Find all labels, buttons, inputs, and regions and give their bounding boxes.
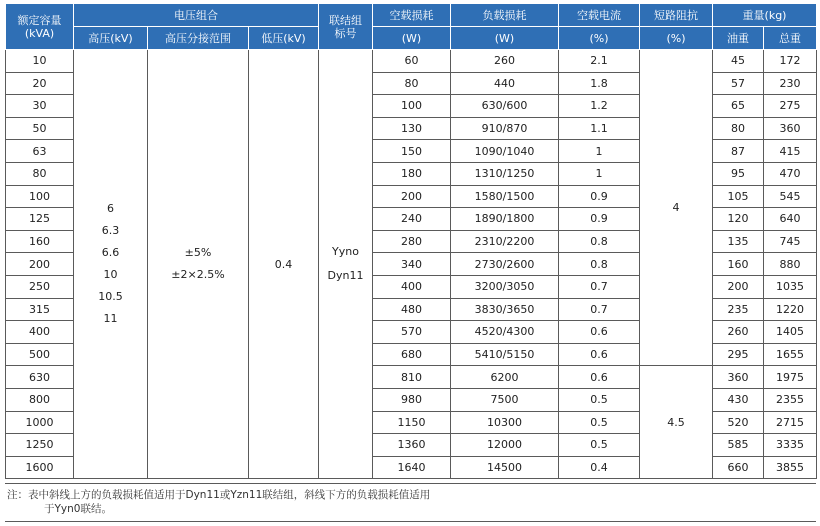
header-noload-loss: 空载损耗: [373, 4, 451, 27]
cell-noload-current: 2.1: [559, 50, 640, 73]
table-body: [6, 50, 817, 479]
cell-total-weight: 880: [764, 253, 817, 276]
cell-noload-loss: 480: [373, 298, 451, 321]
cell-total-weight: 2355: [764, 388, 817, 411]
cell-capacity: 1600: [6, 456, 74, 479]
bottom-divider: [5, 521, 816, 522]
cell-load-loss: 7500: [451, 388, 559, 411]
cell-capacity: 100: [6, 185, 74, 208]
cell-noload-current: 1: [559, 140, 640, 163]
cell-capacity: 160: [6, 230, 74, 253]
cell-impedance: 4: [640, 50, 713, 366]
cell-load-loss: 2730/2600: [451, 253, 559, 276]
footnote: [7, 488, 807, 516]
cell-capacity: 400: [6, 321, 74, 344]
cell-total-weight: 360: [764, 117, 817, 140]
cell-load-loss: 910/870: [451, 117, 559, 140]
cell-oil-weight: 360: [713, 366, 764, 389]
cell-noload-loss: 240: [373, 208, 451, 231]
cell-oil-weight: 160: [713, 253, 764, 276]
hv-value: 6.6: [101, 246, 120, 260]
cell-noload-loss: 130: [373, 117, 451, 140]
cell-load-loss: 3200/3050: [451, 275, 559, 298]
hv-value: 10.5: [98, 290, 123, 304]
header-hv: 高压(kV): [74, 27, 148, 50]
cell-load-loss: 2310/2200: [451, 230, 559, 253]
cell-oil-weight: 135: [713, 230, 764, 253]
cell-capacity: 30: [6, 95, 74, 118]
cell-capacity: 20: [6, 72, 74, 95]
footnote-line-2: 于Yyn0联结。: [44, 503, 112, 515]
cell-total-weight: 275: [764, 95, 817, 118]
cell-capacity: 10: [6, 50, 74, 73]
cell-noload-loss: 60: [373, 50, 451, 73]
cell-total-weight: 3855: [764, 456, 817, 479]
header-load-loss-unit: (W): [451, 27, 559, 50]
header-impedance: 短路阻抗: [640, 4, 713, 27]
cell-capacity: 1250: [6, 434, 74, 457]
cell-vector-groups: [319, 50, 373, 479]
cell-oil-weight: 295: [713, 343, 764, 366]
cell-capacity: 125: [6, 208, 74, 231]
cell-load-loss: 260: [451, 50, 559, 73]
table-row: [6, 50, 817, 73]
cell-oil-weight: 87: [713, 140, 764, 163]
cell-load-loss: 14500: [451, 456, 559, 479]
cell-capacity: 63: [6, 140, 74, 163]
footnote-line-1: 注：表中斜线上方的负载损耗值适用于Dyn11或Yzn11联结组，斜线下方的负载损耗值适用: [7, 489, 431, 501]
cell-oil-weight: 660: [713, 456, 764, 479]
cell-load-loss: 10300: [451, 411, 559, 434]
header-tap-range: 高压分接范围: [148, 27, 249, 50]
cell-capacity: 800: [6, 388, 74, 411]
cell-noload-loss: 100: [373, 95, 451, 118]
cell-oil-weight: 120: [713, 208, 764, 231]
cell-total-weight: 230: [764, 72, 817, 95]
cell-lv-value: 0.4: [249, 50, 319, 479]
cell-total-weight: 545: [764, 185, 817, 208]
cell-oil-weight: 235: [713, 298, 764, 321]
tap-value: ±2×2.5%: [171, 268, 225, 282]
header-voltage-group: 电压组合: [74, 4, 319, 27]
cell-noload-loss: 570: [373, 321, 451, 344]
cell-noload-loss: 150: [373, 140, 451, 163]
cell-noload-loss: 1640: [373, 456, 451, 479]
cell-total-weight: 745: [764, 230, 817, 253]
cell-noload-loss: 80: [373, 72, 451, 95]
cell-load-loss: 4520/4300: [451, 321, 559, 344]
cell-load-loss: 6200: [451, 366, 559, 389]
cell-load-loss: 1580/1500: [451, 185, 559, 208]
cell-oil-weight: 57: [713, 72, 764, 95]
cell-noload-current: 0.8: [559, 253, 640, 276]
cell-load-loss: 12000: [451, 434, 559, 457]
cell-capacity: 200: [6, 253, 74, 276]
cell-total-weight: 1405: [764, 321, 817, 344]
cell-load-loss: 1890/1800: [451, 208, 559, 231]
cell-noload-current: 0.8: [559, 230, 640, 253]
cell-oil-weight: 585: [713, 434, 764, 457]
vector-group-value: Dyn11: [327, 269, 364, 283]
cell-tap-range: [148, 50, 249, 479]
header-noload-loss-unit: (W): [373, 27, 451, 50]
cell-capacity: 630: [6, 366, 74, 389]
header-total-weight: 总重: [764, 27, 817, 50]
cell-noload-current: 0.6: [559, 343, 640, 366]
cell-total-weight: 172: [764, 50, 817, 73]
cell-total-weight: 1975: [764, 366, 817, 389]
cell-noload-loss: 980: [373, 388, 451, 411]
cell-noload-current: 0.7: [559, 298, 640, 321]
cell-oil-weight: 260: [713, 321, 764, 344]
hv-value: 11: [103, 312, 118, 326]
cell-oil-weight: 65: [713, 95, 764, 118]
cell-noload-current: 0.9: [559, 208, 640, 231]
cell-load-loss: 630/600: [451, 95, 559, 118]
cell-total-weight: 415: [764, 140, 817, 163]
cell-total-weight: 470: [764, 162, 817, 185]
cell-noload-loss: 810: [373, 366, 451, 389]
transformer-spec-table: [5, 3, 817, 479]
cell-oil-weight: 45: [713, 50, 764, 73]
cell-noload-current: 1.8: [559, 72, 640, 95]
header-load-loss: 负载损耗: [451, 4, 559, 27]
cell-noload-current: 0.6: [559, 321, 640, 344]
cell-capacity: 50: [6, 117, 74, 140]
cell-oil-weight: 200: [713, 275, 764, 298]
cell-noload-current: 0.6: [559, 366, 640, 389]
cell-noload-loss: 1150: [373, 411, 451, 434]
cell-impedance: 4.5: [640, 366, 713, 479]
cell-noload-loss: 1360: [373, 434, 451, 457]
hv-value: 10: [103, 268, 118, 282]
hv-value: 6.3: [101, 224, 120, 238]
header-oil-weight: 油重: [713, 27, 764, 50]
cell-capacity: 315: [6, 298, 74, 321]
cell-oil-weight: 80: [713, 117, 764, 140]
cell-noload-current: 1.2: [559, 95, 640, 118]
cell-noload-current: 0.5: [559, 388, 640, 411]
cell-noload-current: 1.1: [559, 117, 640, 140]
cell-noload-current: 0.7: [559, 275, 640, 298]
header-capacity: 额定容量 (kVA): [6, 4, 74, 50]
cell-noload-loss: 340: [373, 253, 451, 276]
cell-total-weight: 1220: [764, 298, 817, 321]
cell-noload-loss: 280: [373, 230, 451, 253]
header-noload-current-unit: (%): [559, 27, 640, 50]
header-impedance-unit: (%): [640, 27, 713, 50]
cell-noload-current: 1: [559, 162, 640, 185]
cell-hv-values: [74, 50, 148, 479]
cell-oil-weight: 95: [713, 162, 764, 185]
cell-total-weight: 640: [764, 208, 817, 231]
cell-noload-current: 0.5: [559, 411, 640, 434]
header-weight: 重量(kg): [713, 4, 817, 27]
cell-oil-weight: 520: [713, 411, 764, 434]
cell-noload-current: 0.4: [559, 456, 640, 479]
cell-noload-loss: 400: [373, 275, 451, 298]
cell-capacity: 250: [6, 275, 74, 298]
note-divider: [5, 483, 816, 484]
header-lv: 低压(kV): [249, 27, 319, 50]
header-noload-current: 空载电流: [559, 4, 640, 27]
header-vector-group: 联结组 标号: [319, 4, 373, 50]
cell-noload-loss: 200: [373, 185, 451, 208]
cell-capacity: 1000: [6, 411, 74, 434]
cell-oil-weight: 430: [713, 388, 764, 411]
vector-group-value: Yyno: [332, 245, 359, 259]
cell-oil-weight: 105: [713, 185, 764, 208]
cell-total-weight: 3335: [764, 434, 817, 457]
cell-load-loss: 3830/3650: [451, 298, 559, 321]
cell-total-weight: 1655: [764, 343, 817, 366]
cell-noload-loss: 680: [373, 343, 451, 366]
cell-load-loss: 5410/5150: [451, 343, 559, 366]
cell-load-loss: 440: [451, 72, 559, 95]
cell-total-weight: 2715: [764, 411, 817, 434]
cell-noload-current: 0.5: [559, 434, 640, 457]
cell-noload-current: 0.9: [559, 185, 640, 208]
cell-total-weight: 1035: [764, 275, 817, 298]
cell-load-loss: 1310/1250: [451, 162, 559, 185]
hv-value: 6: [107, 202, 114, 216]
tap-value: ±5%: [184, 246, 212, 260]
cell-load-loss: 1090/1040: [451, 140, 559, 163]
cell-noload-loss: 180: [373, 162, 451, 185]
cell-capacity: 500: [6, 343, 74, 366]
cell-capacity: 80: [6, 162, 74, 185]
